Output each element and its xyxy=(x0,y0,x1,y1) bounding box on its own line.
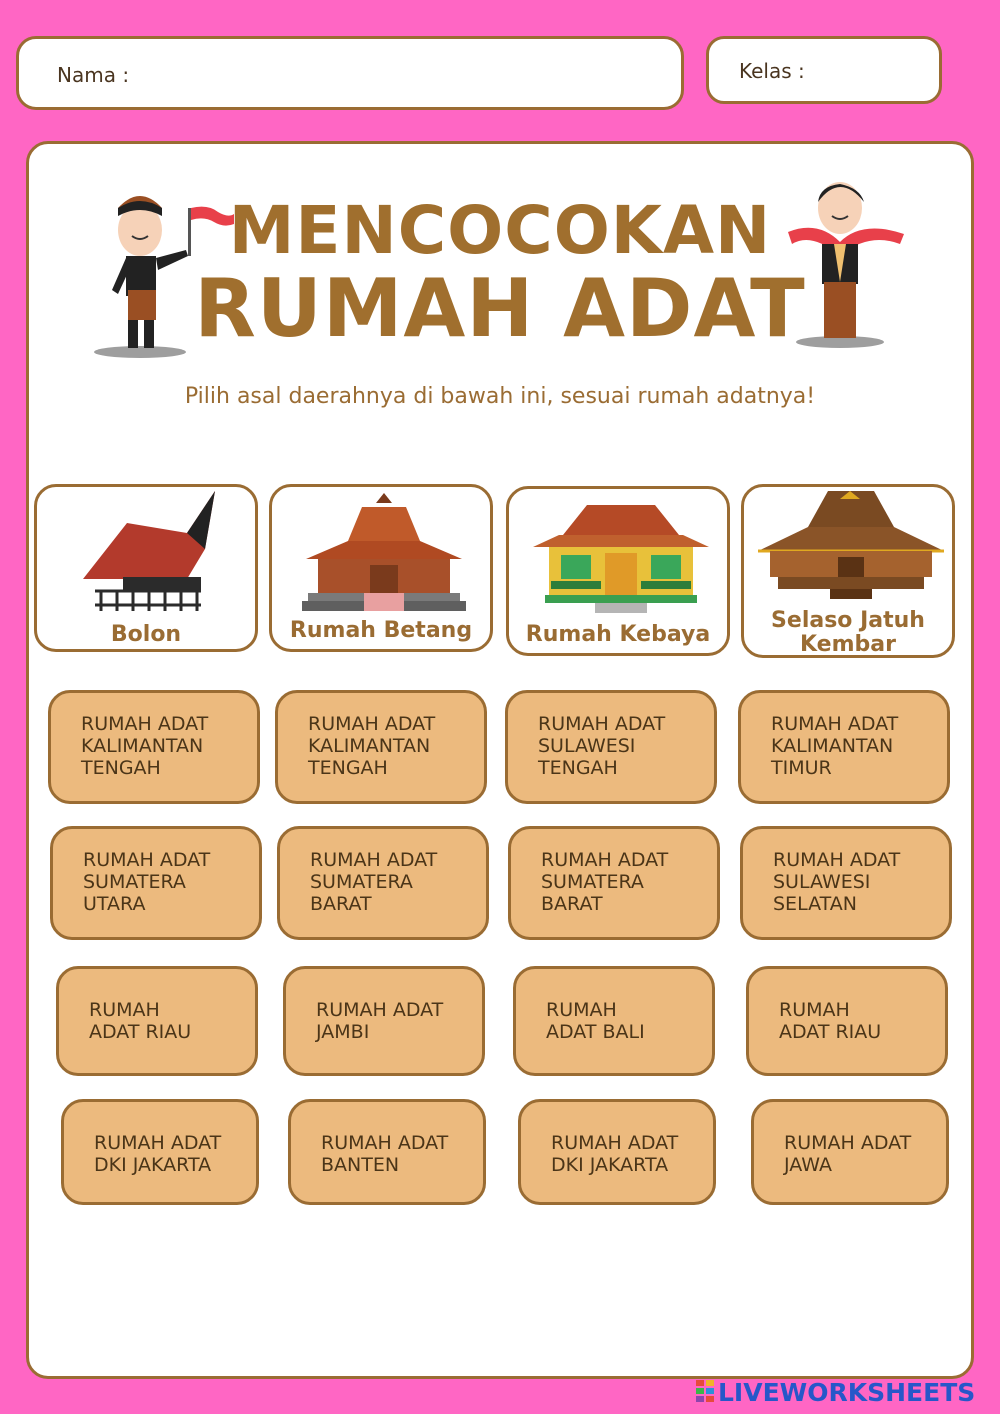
house-card-selaso xyxy=(741,484,955,658)
kebaya-house-icon xyxy=(509,489,733,619)
betang-house-icon xyxy=(272,487,496,617)
answer-option-line: TENGAH xyxy=(81,757,161,779)
answer-option-line: RUMAH ADAT xyxy=(321,1132,449,1154)
answer-option[interactable] xyxy=(740,826,952,940)
answer-option-line: DKI JAKARTA xyxy=(551,1154,669,1176)
answer-option[interactable] xyxy=(505,690,717,804)
answer-option-line: SUMATERA xyxy=(310,871,413,893)
house-card-kebaya xyxy=(506,486,730,656)
answer-option-line: RUMAH ADAT xyxy=(541,849,669,871)
answer-option-line: JAMBI xyxy=(316,1021,370,1043)
house-card-bolon xyxy=(34,484,258,652)
answer-option-line: RUMAH ADAT xyxy=(94,1132,222,1154)
answer-option-line: SELATAN xyxy=(773,893,857,915)
answer-option[interactable] xyxy=(513,966,715,1076)
name-label: Nama : xyxy=(57,63,130,87)
answer-option-line: RUMAH ADAT xyxy=(773,849,901,871)
answer-option-line: TENGAH xyxy=(308,757,388,779)
answer-option[interactable] xyxy=(283,966,485,1076)
house-name-kebaya: Rumah Kebaya xyxy=(525,622,711,647)
selaso-house-icon xyxy=(744,487,958,607)
answer-option-line: UTARA xyxy=(83,893,146,915)
house-card-betang xyxy=(269,484,493,652)
answer-option-line: ADAT RIAU xyxy=(779,1021,882,1043)
answer-option[interactable] xyxy=(508,826,720,940)
answer-option[interactable] xyxy=(288,1099,486,1205)
answer-option-line: RUMAH ADAT xyxy=(81,713,209,735)
house-name-selaso-line2: Kembar xyxy=(800,632,896,657)
answer-option-line: SULAWESI xyxy=(773,871,871,893)
answer-option-line: RUMAH ADAT xyxy=(784,1132,912,1154)
answer-option-line: RUMAH ADAT xyxy=(83,849,211,871)
answer-option-line: KALIMANTAN xyxy=(308,735,431,757)
answer-option-line: ADAT BALI xyxy=(546,1021,645,1043)
answer-option[interactable] xyxy=(746,966,948,1076)
answer-option-line: KALIMANTAN xyxy=(771,735,894,757)
answer-option[interactable] xyxy=(277,826,489,940)
liveworksheets-watermark xyxy=(696,1378,996,1408)
answer-option-line: SUMATERA xyxy=(83,871,186,893)
name-field[interactable] xyxy=(16,36,684,110)
title-line-1: MENCOCOKAN xyxy=(228,192,772,269)
class-field[interactable] xyxy=(706,36,942,104)
liveworksheets-logo-icon xyxy=(696,1378,716,1406)
answer-option[interactable] xyxy=(48,690,260,804)
answer-option[interactable] xyxy=(56,966,258,1076)
answer-option-line: RUMAH ADAT xyxy=(551,1132,679,1154)
answer-option-line: DKI JAKARTA xyxy=(94,1154,212,1176)
answer-option-line: RUMAH xyxy=(779,999,850,1021)
answer-option-line: TENGAH xyxy=(538,757,618,779)
liveworksheets-text: LIVEWORKSHEETS xyxy=(718,1378,976,1407)
answer-option[interactable] xyxy=(61,1099,259,1205)
answer-option-line: JAWA xyxy=(784,1154,832,1176)
answer-option-line: RUMAH ADAT xyxy=(771,713,899,735)
answer-option[interactable] xyxy=(50,826,262,940)
answer-option[interactable] xyxy=(275,690,487,804)
answer-option-line: BARAT xyxy=(541,893,603,915)
answer-option-line: RUMAH ADAT xyxy=(310,849,438,871)
answer-option-line: SUMATERA xyxy=(541,871,644,893)
answer-option-line: BARAT xyxy=(310,893,372,915)
title-line-2: RUMAH ADAT xyxy=(194,262,806,355)
instruction-text: Pilih asal daerahnya di bawah ini, sesuai rumah adatnya! xyxy=(184,384,816,409)
answer-option-line: KALIMANTAN xyxy=(81,735,204,757)
answer-option-line: RUMAH xyxy=(89,999,160,1021)
class-label: Kelas : xyxy=(739,59,805,83)
house-name-betang: Rumah Betang xyxy=(289,618,473,643)
answer-option-line: RUMAH ADAT xyxy=(538,713,666,735)
house-name-selaso-line1: Selaso Jatuh xyxy=(771,608,925,633)
answer-option-line: RUMAH ADAT xyxy=(308,713,436,735)
answer-option-line: TIMUR xyxy=(771,757,832,779)
answer-option-line: ADAT RIAU xyxy=(89,1021,192,1043)
answer-option[interactable] xyxy=(518,1099,716,1205)
answer-option-line: SULAWESI xyxy=(538,735,636,757)
answer-option-line: RUMAH ADAT xyxy=(316,999,444,1021)
answer-option[interactable] xyxy=(751,1099,949,1205)
house-name-bolon: Bolon xyxy=(110,622,182,647)
answer-option[interactable] xyxy=(738,690,950,804)
answer-option-line: RUMAH xyxy=(546,999,617,1021)
bolon-house-icon xyxy=(37,487,261,617)
answer-option-line: BANTEN xyxy=(321,1154,400,1176)
